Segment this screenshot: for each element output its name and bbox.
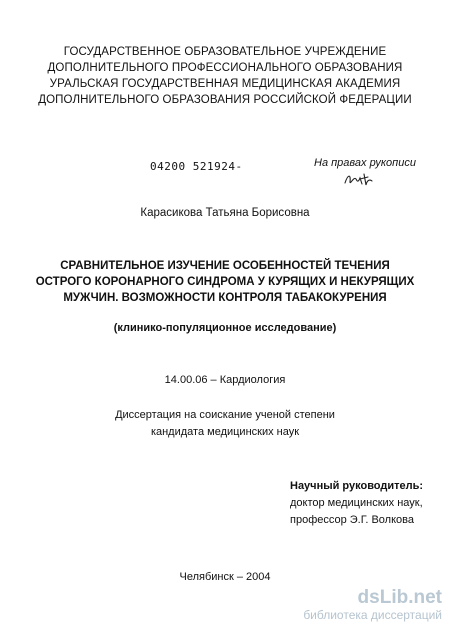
institution-line: ДОПОЛНИТЕЛЬНОГО ОБРАЗОВАНИЯ РОССИЙСКОЙ ФЕДЕРАЦИИ xyxy=(38,94,412,106)
title-line: СРАВНИТЕЛЬНОЕ ИЗУЧЕНИЕ ОСОБЕННОСТЕЙ ТЕЧЕНИЯ xyxy=(60,260,390,272)
degree-line-1: Диссертация на соискание ученой степени xyxy=(115,409,335,421)
city-year: Челябинск – 2004 xyxy=(179,571,271,583)
title-line: ОСТРОГО КОРОНАРНОГО СИНДРОМА У КУРЯЩИХ И НЕКУРЯЩИХ xyxy=(35,276,415,288)
supervisor-block xyxy=(290,478,423,529)
institution-line: УРАЛЬСКАЯ ГОСУДАРСТВЕННАЯ МЕДИЦИНСКАЯ АКАДЕМИЯ xyxy=(49,78,401,90)
author-name: Карасикова Татьяна Борисовна xyxy=(140,207,310,219)
watermark-tagline: библиотека диссертаций xyxy=(303,608,442,622)
degree-statement xyxy=(0,407,450,441)
rights-note: На правах рукописи xyxy=(314,157,416,169)
catalog-code: 04200 521924- xyxy=(150,160,243,173)
institution-line: ДОПОЛНИТЕЛЬНОГО ПРОФЕССИОНАЛЬНОГО ОБРАЗОВАНИЯ xyxy=(47,62,403,74)
supervisor-degree: доктор медицинских наук, xyxy=(290,497,423,509)
degree-line-2: кандидата медицинских наук xyxy=(150,426,300,438)
supervisor-heading: Научный руководитель: xyxy=(290,480,424,492)
institution-header xyxy=(0,44,450,108)
watermark xyxy=(303,588,442,622)
supervisor-name: профессор Э.Г. Волкова xyxy=(290,514,414,526)
institution-line: ГОСУДАРСТВЕННОЕ ОБРАЗОВАТЕЛЬНОЕ УЧРЕЖДЕНИЕ xyxy=(63,46,387,58)
watermark-brand: dsLib.net xyxy=(357,587,442,608)
title-line: МУЖЧИН. ВОЗМОЖНОСТИ КОНТРОЛЯ ТАБАКОКУРЕНИЯ xyxy=(63,292,387,304)
specialty: 14.00.06 – Кардиология xyxy=(164,374,286,386)
dissertation-title xyxy=(0,258,450,306)
signature-icon xyxy=(342,170,374,188)
dissertation-subtitle: (клинико-популяционное исследование) xyxy=(113,322,337,334)
